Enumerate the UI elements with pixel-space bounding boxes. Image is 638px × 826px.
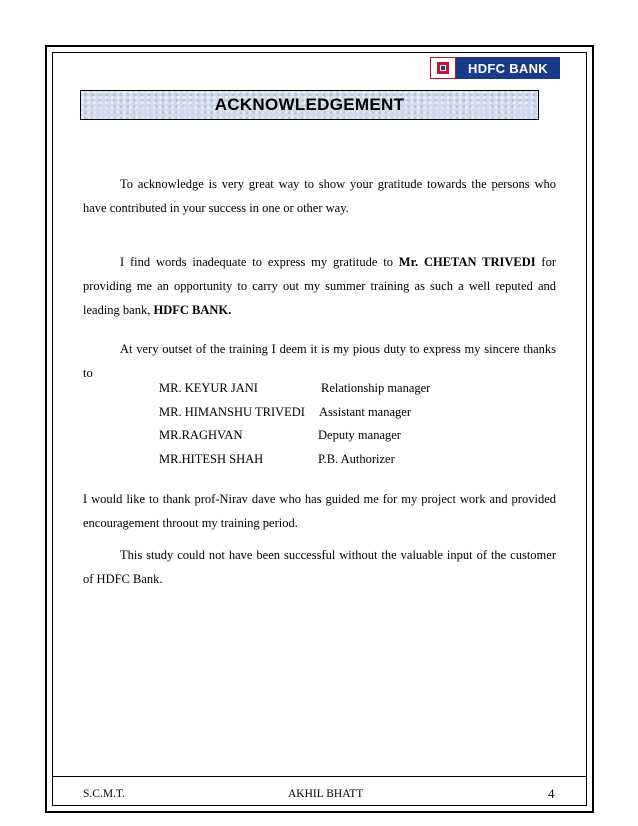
paragraph-gratitude	[83, 250, 556, 322]
hdfc-bank-logo	[430, 57, 560, 79]
staff-role: Deputy manager	[318, 428, 401, 442]
staff-name: MR.RAGHVAN	[159, 428, 243, 442]
bank-name: HDFC BANK.	[153, 303, 232, 317]
paragraph-gratitude-text-1: I find words inadequate to express my gratitude to	[120, 255, 399, 269]
paragraph-closing	[83, 543, 556, 591]
staff-name: MR. HIMANSHU TRIVEDI	[159, 404, 305, 419]
staff-row	[159, 377, 459, 401]
hdfc-logo-icon	[430, 57, 456, 79]
paragraph-guide	[83, 487, 556, 535]
staff-role: P.B. Authorizer	[318, 451, 395, 466]
paragraph-gratitude-text-2: for providing me an opportunity to carry out my summer training as such a well reputed and leading bank,	[83, 255, 556, 317]
mentor-name: Mr. CHETAN TRIVEDI	[398, 255, 536, 269]
footer-author: AKHIL BHATT	[288, 788, 364, 800]
paragraph-thanks-text: At very outset of the training I deem it is my pious duty to express my sincere thanks to	[83, 342, 556, 380]
page-title: ACKNOWLEDGEMENT	[214, 95, 405, 114]
staff-row	[159, 424, 459, 448]
logo-text: HDFC BANK	[456, 57, 560, 79]
paragraph-guide-text: I would like to thank prof-Nirav dave who has guided me for my project work and provided encouragement throout my training period.	[83, 492, 556, 530]
staff-name: MR.HITESH SHAH	[159, 451, 264, 466]
paragraph-intro-text: To acknowledge is very great way to show your gratitude towards the persons who have contributed in your success in one or other way.	[83, 177, 556, 215]
staff-row	[159, 401, 459, 425]
footer-divider	[52, 776, 587, 777]
paragraph-intro	[83, 172, 556, 220]
staff-row	[159, 448, 459, 472]
staff-role: Assistant manager	[319, 404, 411, 419]
footer-institute: S.C.M.T.	[83, 788, 125, 800]
paragraph-closing-text: This study could not have been successful without the valuable input of the customer of HDFC Bank.	[83, 548, 556, 586]
staff-name: MR. KEYUR JANI	[159, 381, 258, 395]
staff-list	[159, 377, 459, 471]
page-number: 4	[548, 786, 555, 801]
staff-role: Relationship manager	[321, 381, 431, 395]
title-banner	[80, 90, 539, 120]
